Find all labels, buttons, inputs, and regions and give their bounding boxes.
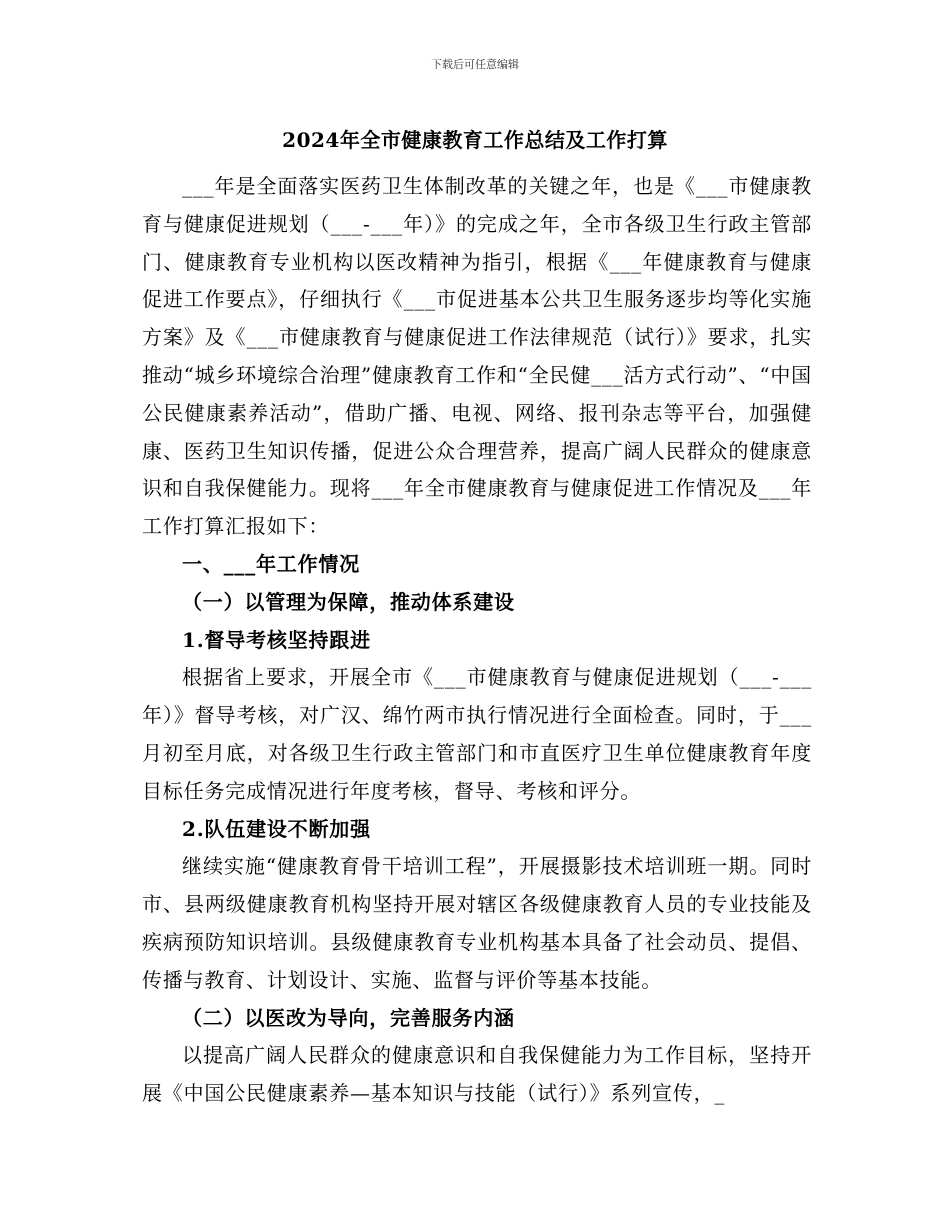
subsection-heading-2: （二）以医改为导向，完善服务内涵 [182, 1005, 515, 1030]
item-paragraph-2: 继续实施“健康教育骨干培训工程”，开展摄影技术培训班一期。同时市、县两级健康教育机构坚持开展对辖区各级健康教育人员的专业技能及疾病预防知识培训。县级健康教育专业机构基本具备了社会动员、提倡、传播与教育、计划设计、实施、监督与评价等基本技能。 [142, 854, 812, 992]
page-header-note: 下载后可任意编辑 [431, 58, 519, 71]
intro-paragraph: ___年是全面落实医药卫生体制改革的关键之年，也是《___市健康教育与健康促进规划（___-___年）》的完成之年，全市各级卫生行政主管部门、健康教育专业机构以医改精神为指引，根据《___年健康教育与健康促进工作要点》，仔细执行《___市促进基本公共卫生服务逐步均等化实施方案》及《___市健康教育与健康促进工作法律规范（试行）》要求，扎实推动“城乡环境综合治理”健康教育工作和“全民健___活方式行动”、“中国公民健康素养活动”，借助广播、电视、网络、报刊杂志等平台，加强健康、医药卫生知识传播，促进公众合理营养，提高广阔人民群众的健康意识和自我保健能力。现将___年全市健康教育与健康促进工作情况及___年工作打算汇报如下： [142, 174, 812, 539]
subsection-heading-1: （一）以管理为保障，推动体系建设 [182, 589, 515, 614]
item-paragraph-1: 根据省上要求，开展全市《___市健康教育与健康促进规划（___-___年）》督导考核，对广汉、绵竹两市执行情况进行全面检查。同时，于___月初至月底，对各级卫生行政主管部门和市直医疗卫生单位健康教育年度目标任务完成情况进行年度考核，督导、考核和评分。 [142, 665, 812, 803]
section-heading-1: 一、___年工作情况 [182, 551, 360, 576]
document-body [142, 168, 812, 1113]
item-heading-2: 2.队伍建设不断加强 [182, 816, 371, 841]
subsection-paragraph-2: 以提高广阔人民群众的健康意识和自我保健能力为工作目标，坚持开展《中国公民健康素养—基本知识与技能（试行）》系列宣传，_ [142, 1043, 812, 1106]
document-title: 2024年全市健康教育工作总结及工作打算 [282, 128, 668, 152]
item-heading-1: 1.督导考核坚持跟进 [182, 627, 371, 652]
